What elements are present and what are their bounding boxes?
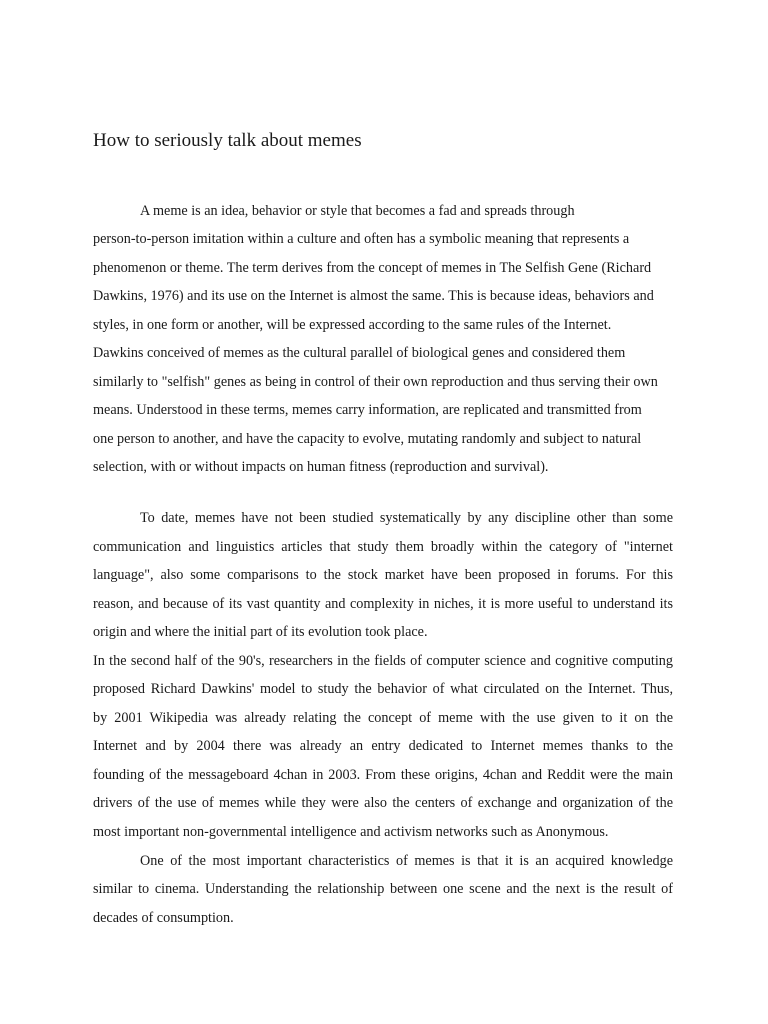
paragraph-1-line: phenomenon or theme. The term derives from the concept of memes in The Selfish Gene (Richard [93,260,652,276]
paragraph-3-line: drivers of the use of memes while they were also the centers of exchange and organization of the [93,795,673,811]
paragraph-2-line: communication and linguistics articles that study them broadly within the category of "internet [93,539,673,555]
paragraph-3-line: founding of the messageboard 4chan in 2003. From these origins, 4chan and Reddit were the main [93,767,673,783]
paragraph-1-line: similarly to "selfish" genes as being in control of their own reproduction and thus serving their own [93,374,658,390]
paragraph-3-line: In the second half of the 90's, researchers in the fields of computer science and cognitive computing [93,653,673,669]
paragraph-1-line: styles, in one form or another, will be expressed according to the same rules of the Internet. [93,317,612,333]
paragraph-4-line: One of the most important characteristics of memes is that it is an acquired knowledge [140,853,673,869]
paragraph-1-line: Dawkins, 1976) and its use on the Internet is almost the same. This is because ideas, behaviors and [93,288,654,304]
paragraph-2-line: language", also some comparisons to the stock market have been proposed in forums. For this [93,567,673,583]
paragraph-1-line: Dawkins conceived of memes as the cultural parallel of biological genes and considered them [93,345,626,361]
paragraph-4-line: decades of consumption. [93,910,234,926]
document-title: How to seriously talk about memes [93,130,362,151]
paragraph-1-line: person-to-person imitation within a culture and often has a symbolic meaning that represents a [93,231,630,247]
paragraph-2-line: origin and where the initial part of its evolution took place. [93,624,428,640]
paragraph-1-line: means. Understood in these terms, memes carry information, are replicated and transmitted from [93,402,642,418]
paragraph-4-line: similar to cinema. Understanding the relationship between one scene and the next is the result of [93,881,673,897]
paragraph-3-line: most important non-governmental intelligence and activism networks such as Anonymous. [93,824,609,840]
paragraph-2-line: To date, memes have not been studied systematically by any discipline other than some [140,510,673,526]
paragraph-3-line: proposed Richard Dawkins' model to study the behavior of what circulated on the Internet. Thus, [93,681,673,697]
paragraph-1-line: one person to another, and have the capacity to evolve, mutating randomly and subject to natural [93,431,642,447]
paragraph-1-line: selection, with or without impacts on human fitness (reproduction and survival). [93,459,549,475]
paragraph-2-line: reason, and because of its vast quantity and complexity in niches, it is more useful to understand its [93,596,673,612]
paragraph-3-line: by 2001 Wikipedia was already relating the concept of meme with the use given to it on the [93,710,673,726]
paragraph-1-line: A meme is an idea, behavior or style that becomes a fad and spreads through [140,203,575,219]
paragraph-3-line: Internet and by 2004 there was already an entry dedicated to Internet memes thanks to the [93,738,673,754]
